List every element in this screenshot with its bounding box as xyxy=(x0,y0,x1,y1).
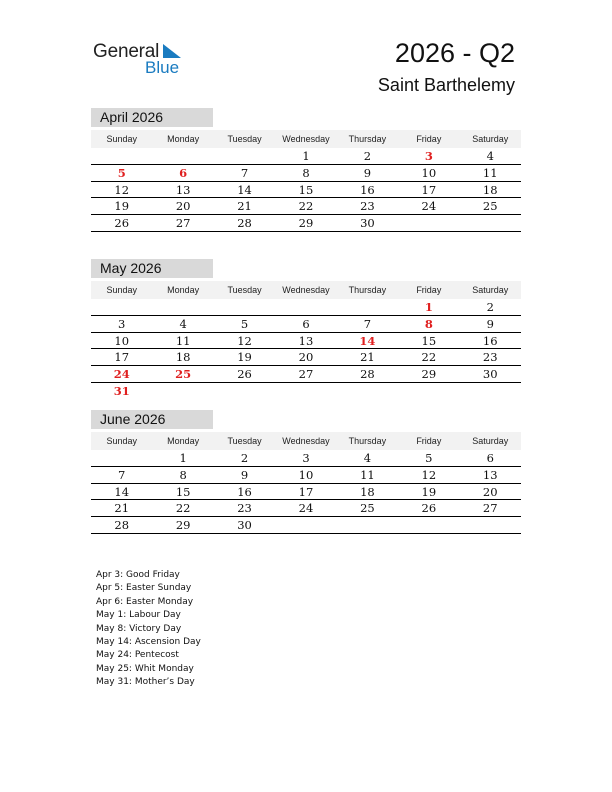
week-row xyxy=(91,517,521,534)
date-cell xyxy=(337,383,398,400)
month-june xyxy=(91,410,521,534)
date-cell: 25 xyxy=(482,199,498,214)
week-row xyxy=(91,484,521,501)
weekday-header: Thursday xyxy=(348,285,387,295)
date-cell: 29 xyxy=(175,518,191,533)
week-row xyxy=(91,182,521,199)
date-cell: 8 xyxy=(179,467,187,482)
holiday-item: May 14: Ascension Day xyxy=(96,636,201,647)
date-cell: 30 xyxy=(360,216,375,231)
month-may xyxy=(91,259,521,400)
weekday-header: Friday xyxy=(416,134,442,144)
holiday-item: May 31: Mother’s Day xyxy=(96,677,195,688)
date-cell xyxy=(398,215,459,231)
date-cell xyxy=(337,299,398,315)
date-cell: 18 xyxy=(360,484,375,499)
holiday-item: Apr 5: Easter Sunday xyxy=(96,583,192,594)
date-cell: 2 xyxy=(486,300,494,314)
month-label: April 2026 xyxy=(91,108,213,127)
holiday-date-cell: 6 xyxy=(179,165,188,180)
date-cell: 21 xyxy=(360,350,375,365)
date-cell: 27 xyxy=(298,367,314,382)
holiday-date-cell: 14 xyxy=(359,333,376,348)
holiday-date-cell: 8 xyxy=(424,316,433,331)
date-cell: 2 xyxy=(363,149,372,163)
date-cell: 23 xyxy=(237,501,252,516)
brand-logo xyxy=(93,41,193,81)
weekday-header: Friday xyxy=(416,285,442,295)
date-cell: 6 xyxy=(302,316,310,331)
holiday-date-cell: 24 xyxy=(113,367,130,382)
date-cell: 13 xyxy=(298,333,314,348)
weekday-header: Sunday xyxy=(106,134,137,144)
holiday-item: May 24: Pentecost xyxy=(96,650,179,661)
date-cell: 26 xyxy=(421,501,437,516)
weekday-header-row xyxy=(91,130,521,148)
date-cell xyxy=(460,517,521,533)
weekday-header: Wednesday xyxy=(282,134,330,144)
date-cell: 26 xyxy=(237,367,252,382)
date-cell: 10 xyxy=(298,467,314,482)
logo-text-blue: Blue xyxy=(145,58,180,77)
date-cell: 7 xyxy=(240,165,249,180)
date-cell: 27 xyxy=(175,216,191,231)
date-cell: 5 xyxy=(240,316,249,331)
holiday-date-cell: 5 xyxy=(117,165,126,180)
date-cell xyxy=(460,383,521,400)
date-cell: 22 xyxy=(421,350,437,365)
date-cell: 19 xyxy=(421,484,437,499)
date-cell: 19 xyxy=(237,350,252,365)
page-title: 2026 - Q2 xyxy=(394,38,515,68)
date-cell: 17 xyxy=(114,350,130,365)
weekday-header: Tuesday xyxy=(227,285,262,295)
weekday-header: Wednesday xyxy=(282,436,330,446)
date-cell xyxy=(91,450,152,466)
date-cell: 5 xyxy=(425,451,433,465)
holiday-date-cell: 1 xyxy=(424,300,433,314)
week-row xyxy=(91,165,521,182)
date-cell: 9 xyxy=(363,165,372,180)
holiday-date-cell: 25 xyxy=(175,367,192,382)
date-cell: 6 xyxy=(486,451,494,465)
date-cell xyxy=(91,148,152,164)
page-subtitle: Saint Barthelemy xyxy=(377,75,515,95)
date-cell: 16 xyxy=(482,333,498,348)
date-cell xyxy=(152,148,213,164)
week-row xyxy=(91,215,521,232)
date-cell: 4 xyxy=(363,451,372,465)
date-cell: 28 xyxy=(360,367,375,382)
date-cell: 3 xyxy=(118,316,126,331)
holiday-item: Apr 6: Easter Monday xyxy=(96,596,194,607)
date-cell: 27 xyxy=(482,501,498,516)
date-cell: 4 xyxy=(179,316,187,331)
date-cell: 12 xyxy=(421,467,437,482)
date-cell: 7 xyxy=(118,467,126,482)
week-row xyxy=(91,316,521,333)
date-cell: 9 xyxy=(240,467,249,482)
date-cell: 13 xyxy=(175,182,191,197)
date-cell xyxy=(398,517,459,533)
week-row xyxy=(91,467,521,484)
date-cell xyxy=(214,299,275,315)
date-cell: 17 xyxy=(298,484,314,499)
month-label: June 2026 xyxy=(91,410,213,429)
weekday-header: Monday xyxy=(167,436,200,446)
date-cell: 28 xyxy=(237,216,252,231)
date-cell: 15 xyxy=(421,333,437,348)
date-cell: 14 xyxy=(237,182,252,197)
date-cell: 1 xyxy=(179,451,187,465)
weekday-header: Sunday xyxy=(106,285,137,295)
weekday-header: Wednesday xyxy=(282,285,330,295)
date-cell: 28 xyxy=(114,518,130,533)
date-cell: 9 xyxy=(486,316,494,331)
date-cell: 26 xyxy=(114,216,130,231)
date-cell: 22 xyxy=(298,199,314,214)
date-cell: 19 xyxy=(114,199,130,214)
date-cell: 18 xyxy=(482,182,498,197)
date-cell xyxy=(460,215,521,231)
week-row xyxy=(91,383,521,400)
date-cell xyxy=(152,299,213,315)
date-cell: 25 xyxy=(360,501,375,516)
holiday-date-cell: 3 xyxy=(424,149,433,163)
weekday-header: Thursday xyxy=(348,436,387,446)
weekday-header: Tuesday xyxy=(227,436,262,446)
date-cell: 3 xyxy=(302,451,310,465)
date-cell: 22 xyxy=(175,501,191,516)
weekday-header: Friday xyxy=(416,436,442,446)
weekday-header-row xyxy=(91,281,521,299)
month-april xyxy=(91,108,521,232)
date-cell: 29 xyxy=(421,367,437,382)
date-cell: 4 xyxy=(486,149,494,163)
weekday-header: Thursday xyxy=(348,134,387,144)
date-cell: 23 xyxy=(360,199,375,214)
weekday-header: Saturday xyxy=(472,436,509,446)
date-cell xyxy=(214,148,275,164)
week-row xyxy=(91,333,521,350)
week-row xyxy=(91,299,521,316)
holiday-item: May 1: Labour Day xyxy=(96,610,181,621)
weekday-header: Tuesday xyxy=(227,134,262,144)
month-label: May 2026 xyxy=(91,259,213,278)
date-cell: 16 xyxy=(237,484,252,499)
date-cell: 24 xyxy=(298,501,314,516)
date-cell: 29 xyxy=(298,216,314,231)
date-cell: 1 xyxy=(302,149,310,163)
week-row xyxy=(91,148,521,165)
date-cell: 21 xyxy=(237,199,252,214)
date-cell: 20 xyxy=(482,484,498,499)
logo-text-general: General xyxy=(93,41,160,62)
holiday-item: May 8: Victory Day xyxy=(96,623,182,634)
date-cell: 23 xyxy=(482,350,498,365)
date-cell xyxy=(152,383,213,400)
date-cell: 18 xyxy=(175,350,191,365)
date-cell: 15 xyxy=(175,484,191,499)
weekday-header: Sunday xyxy=(106,436,137,446)
date-cell: 7 xyxy=(363,316,372,331)
date-cell xyxy=(337,517,398,533)
date-cell: 10 xyxy=(421,165,437,180)
date-cell: 14 xyxy=(114,484,130,499)
date-cell: 11 xyxy=(360,467,375,482)
weekday-header-row xyxy=(91,432,521,450)
holiday-date-cell: 31 xyxy=(113,383,130,398)
date-cell: 11 xyxy=(482,165,498,180)
date-cell: 8 xyxy=(302,165,310,180)
date-cell: 20 xyxy=(298,350,314,365)
holiday-item: May 25: Whit Monday xyxy=(96,663,194,674)
date-cell: 24 xyxy=(421,199,437,214)
date-cell: 2 xyxy=(240,451,249,465)
date-cell: 15 xyxy=(298,182,314,197)
week-row xyxy=(91,366,521,383)
date-cell xyxy=(91,299,152,315)
holiday-list xyxy=(96,569,201,690)
holiday-item: Apr 3: Good Friday xyxy=(96,570,180,580)
date-cell: 12 xyxy=(114,182,130,197)
date-cell xyxy=(214,383,275,400)
weekday-header: Monday xyxy=(167,285,200,295)
date-cell: 30 xyxy=(237,518,252,533)
date-cell: 12 xyxy=(237,333,252,348)
date-cell: 10 xyxy=(114,333,130,348)
week-row xyxy=(91,450,521,467)
week-row xyxy=(91,500,521,517)
weekday-header: Monday xyxy=(167,134,200,144)
date-cell: 17 xyxy=(421,182,437,197)
date-cell xyxy=(275,383,336,400)
weekday-header: Saturday xyxy=(472,134,509,144)
date-cell: 30 xyxy=(482,367,498,382)
date-cell: 11 xyxy=(175,333,191,348)
week-row xyxy=(91,198,521,215)
date-cell: 16 xyxy=(360,182,375,197)
date-cell: 13 xyxy=(482,467,498,482)
date-cell xyxy=(398,383,459,400)
weekday-header: Saturday xyxy=(472,285,509,295)
date-cell xyxy=(275,517,336,533)
date-cell: 20 xyxy=(175,199,191,214)
date-cell xyxy=(275,299,336,315)
date-cell: 21 xyxy=(114,501,130,516)
week-row xyxy=(91,349,521,366)
